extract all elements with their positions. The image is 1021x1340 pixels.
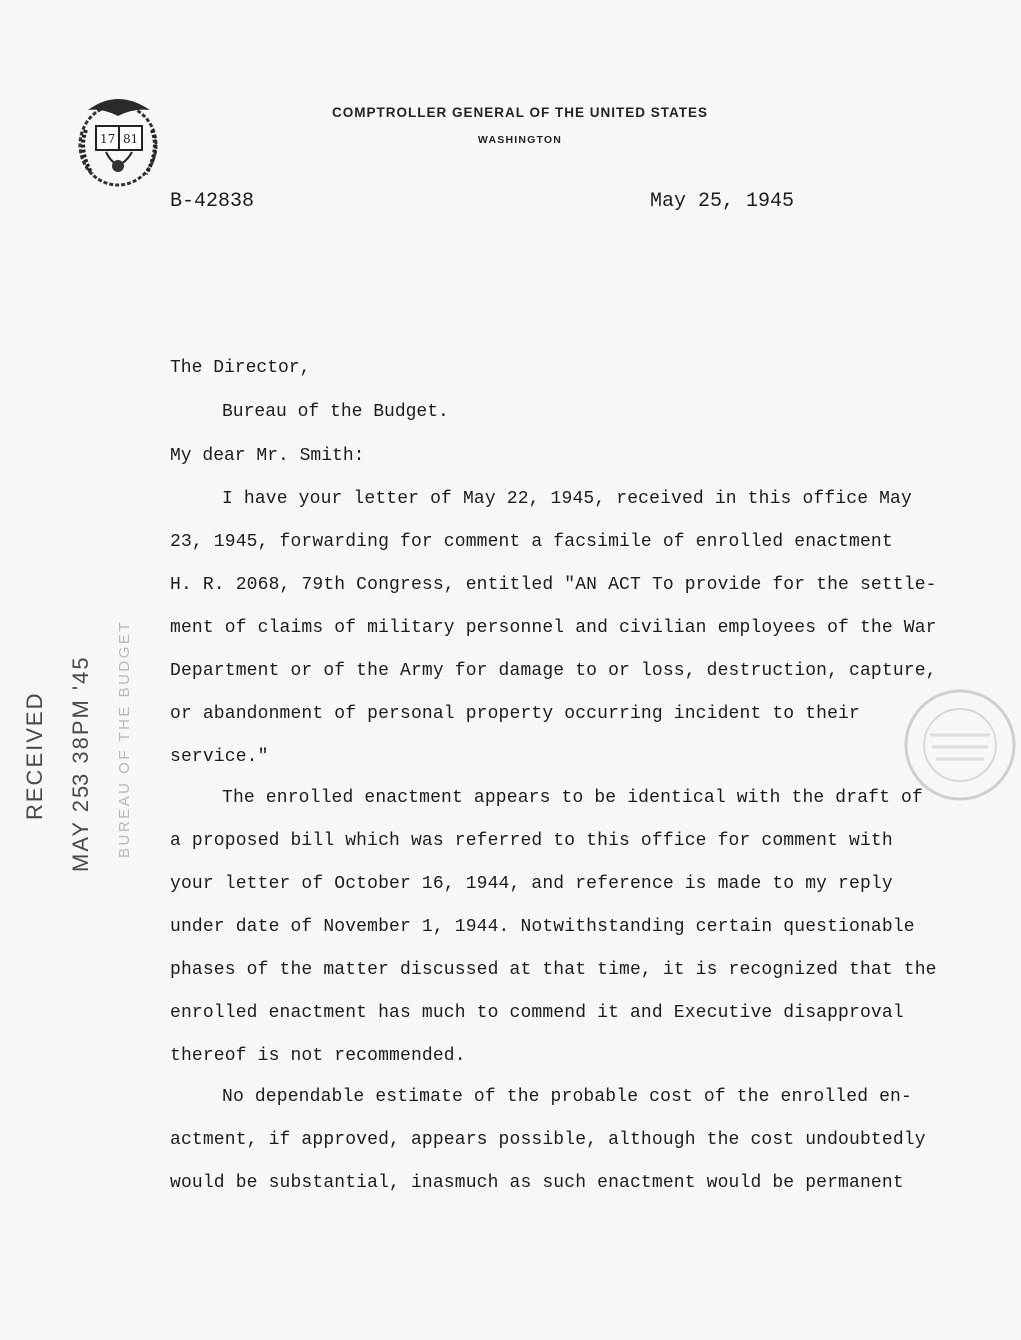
body-line: 23, 1945, forwarding for comment a facsimile of enrolled enactment: [170, 532, 893, 552]
body-line: actment, if approved, appears possible, although the cost undoubtedly: [170, 1130, 926, 1150]
eagle-seal-icon: [68, 90, 168, 190]
svg-text:81: 81: [123, 132, 139, 146]
body-line: ment of claims of military personnel and civilian employees of the War: [170, 618, 937, 638]
letterhead: [300, 105, 740, 146]
received-stamp-label: RECEIVED: [22, 691, 47, 820]
received-stamp-date: MAY 25: [68, 783, 93, 872]
file-number: B-42838: [170, 190, 255, 213]
body-line: or abandonment of personal property occurring incident to their: [170, 704, 860, 724]
letterhead-title: COMPTROLLER GENERAL OF THE UNITED STATES: [331, 105, 708, 120]
body-line: would be substantial, inasmuch as such enactment would be permanent: [170, 1173, 904, 1193]
body-line: No dependable estimate of the probable cost of the enrolled en-: [222, 1087, 912, 1107]
body-line: a proposed bill which was referred to this office for comment with: [170, 831, 893, 851]
addressee-organization: Bureau of the Budget.: [222, 402, 449, 422]
body-line: your letter of October 16, 1944, and reference is made to my reply: [170, 874, 893, 894]
svg-text:17: 17: [100, 132, 116, 146]
addressee-title: The Director,: [170, 358, 311, 378]
body-line: thereof is not recommended.: [170, 1046, 466, 1066]
received-stamp-time: 3 38PM '45: [68, 655, 93, 786]
letter-date: May 25, 1945: [650, 190, 795, 213]
body-line: I have your letter of May 22, 1945, received in this office May: [222, 489, 912, 509]
body-line: enrolled enactment has much to commend it and Executive disapproval: [170, 1003, 904, 1023]
received-stamp-office: BUREAU OF THE BUDGET: [116, 619, 133, 858]
body-line: service.": [170, 747, 269, 767]
body-line: The enrolled enactment appears to be identical with the draft of: [222, 788, 923, 808]
body-line: phases of the matter discussed at that time, it is recognized that the: [170, 960, 937, 980]
body-line: under date of November 1, 1944. Notwithstanding certain questionable: [170, 917, 915, 937]
salutation: My dear Mr. Smith:: [170, 446, 365, 466]
letterhead-city: WASHINGTON: [477, 134, 563, 146]
library-round-stamp-icon: [900, 685, 1020, 805]
body-line: Department or of the Army for damage to or loss, destruction, capture,: [170, 661, 937, 681]
body-line: H. R. 2068, 79th Congress, entitled "AN ACT To provide for the settle-: [170, 575, 937, 595]
